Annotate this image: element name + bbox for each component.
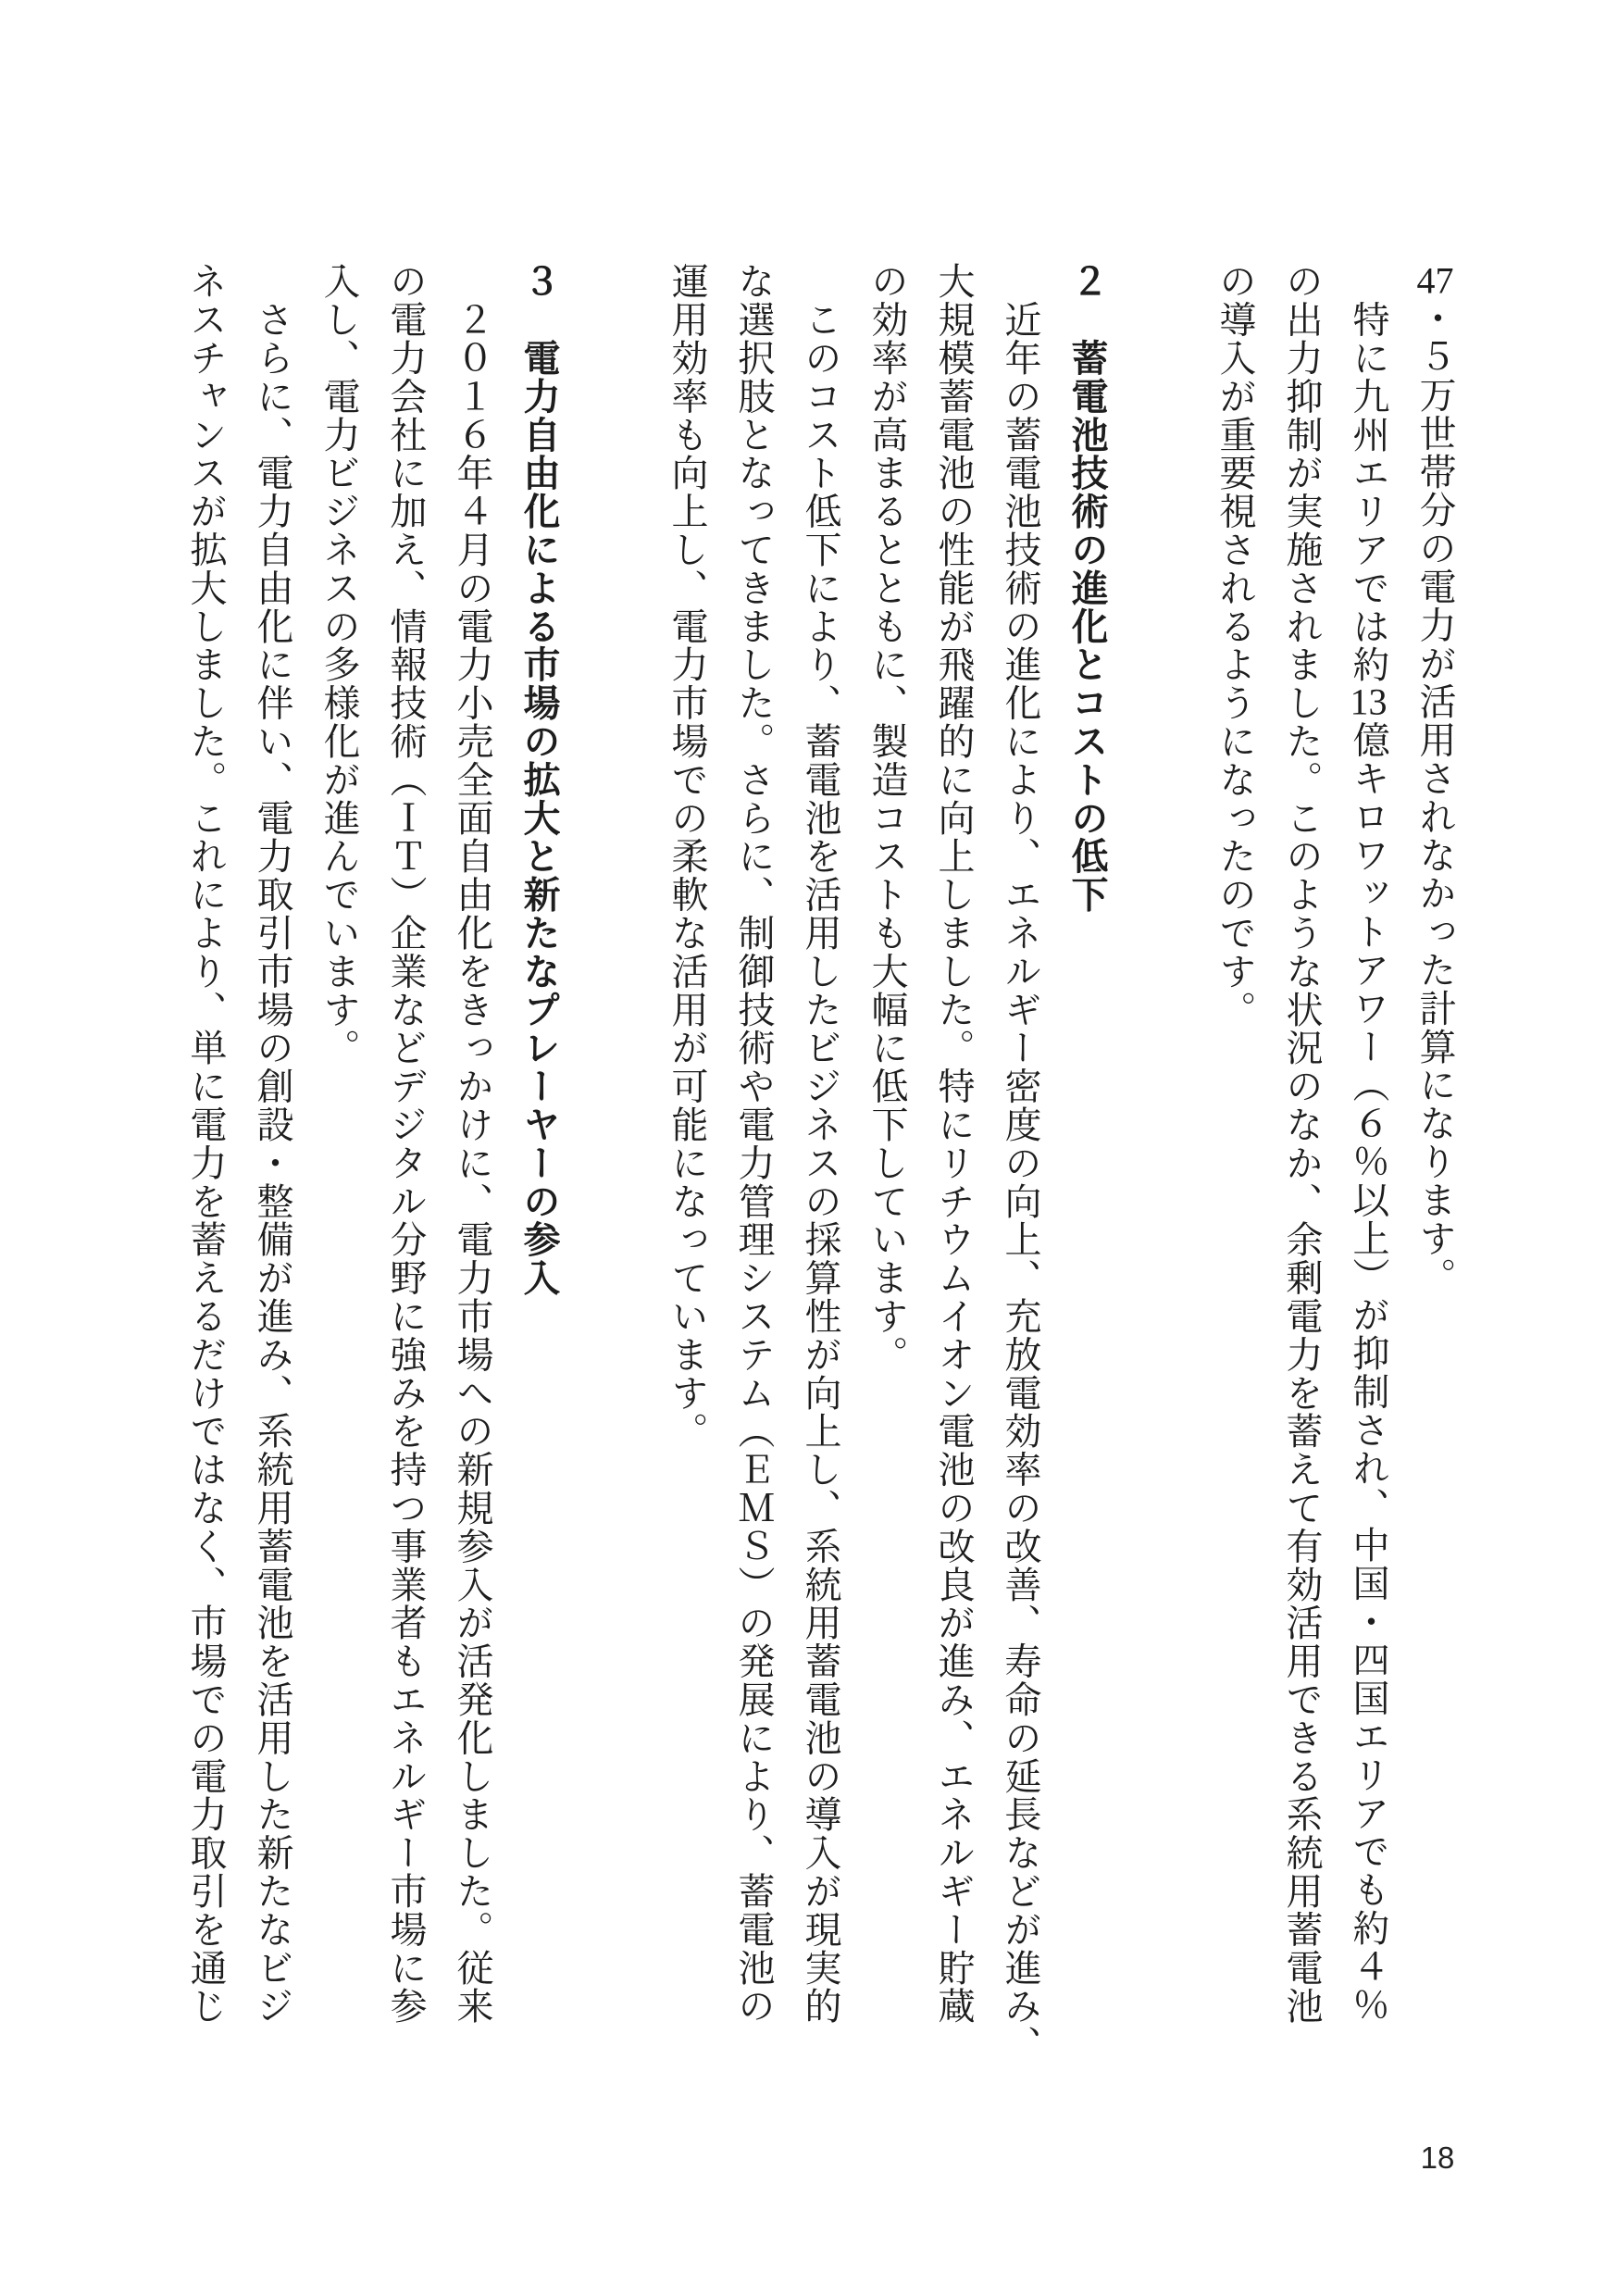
page-number: 18 bbox=[1420, 2140, 1455, 2175]
text-line: な選択肢となってきました。さらに、制御技術や電力管理システム（ＥＭＳ）の発展により、蓄電池の bbox=[733, 262, 775, 2026]
section-heading: ３ 電力自由化による市場の拡大と新たなプレーヤーの参入 bbox=[518, 262, 559, 1297]
text-line: 近年の蓄電池技術の進化により、エネルギー密度の向上、充放電効率の改善、寿命の延長などが進み、 bbox=[1000, 262, 1041, 2064]
text-line: 運用効率も向上し、電力市場での柔軟な活用が可能になっています。 bbox=[666, 262, 708, 1451]
tatechuyoko-number: 47 bbox=[1416, 262, 1454, 299]
text-line: 入し、電力ビジネスの多様化が進んでいます。 bbox=[318, 262, 360, 1067]
text-line: の電力会社に加え、情報技術（ＩＴ）企業などデジタル分野に強みを持つ事業者もエネルギー市場に参 bbox=[385, 262, 427, 2026]
text-line: の出力抑制が実施されました。このような状況のなか、余剰電力を蓄えて有効活用できる系統用蓄電池 bbox=[1281, 262, 1323, 2026]
section-heading: ２ 蓄電池技術の進化とコストの低下 bbox=[1066, 262, 1107, 914]
text-line: このコスト低下により、蓄電池を活用したビジネスの採算性が向上し、系統用蓄電池の導入が現実的 bbox=[800, 262, 841, 2026]
text-line: さらに、電力自由化に伴い、電力取引市場の創設・整備が進み、系統用蓄電池を活用した新たなビジ bbox=[252, 262, 293, 2026]
tatechuyoko-number: 13 bbox=[1350, 683, 1388, 721]
text-line: の導入が重要視されるようになったのです。 bbox=[1214, 262, 1256, 1029]
text-line: 特に九州エリアでは約13億キロワットアワー（６％以上）が抑制され、中国・四国エリアでも約４％ bbox=[1348, 262, 1389, 2025]
text-line: 47・５万世帯分の電力が活用されなかった計算になります。 bbox=[1414, 262, 1456, 1296]
text-line: ２０１６年４月の電力小売全面自由化をきっかけに、電力市場への新規参入が活発化しました。従来 bbox=[452, 262, 493, 2026]
vertical-text-block bbox=[172, 262, 1468, 2064]
text-line: 大規模蓄電池の性能が飛躍的に向上しました。特にリチウムイオン電池の改良が進み、エネルギー貯蔵 bbox=[933, 262, 975, 2026]
text-line: の効率が高まるとともに、製造コストも大幅に低下しています。 bbox=[866, 262, 908, 1374]
text-line: ネスチャンスが拡大しました。これにより、単に電力を蓄えるだけではなく、市場での電力取引を通じ bbox=[185, 262, 227, 2026]
